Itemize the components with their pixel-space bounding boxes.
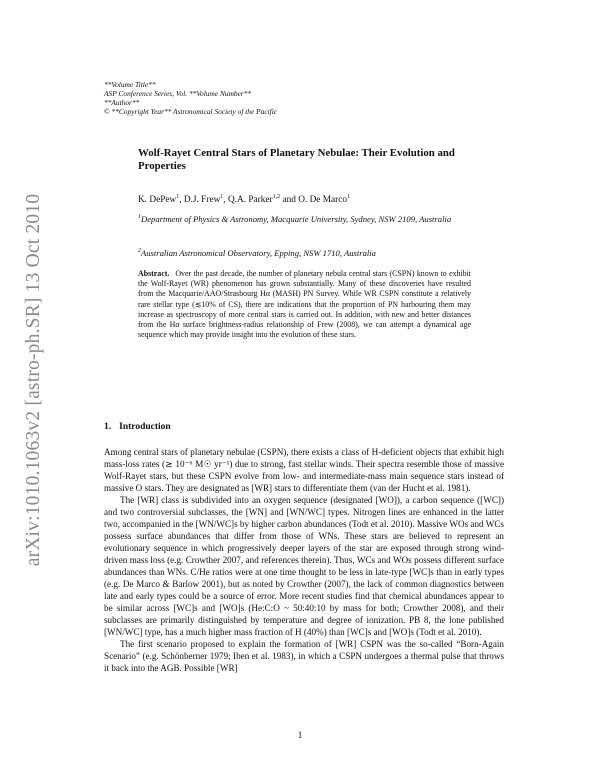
author-name: Q.A. Parker — [227, 195, 273, 205]
conference-series: ASP Conference Series, Vol. **Volume Number** — [104, 89, 252, 98]
abstract — [138, 269, 471, 340]
paragraph: The first scenario proposed to explain the formation of [WR] CSPN was the so-called “Born-Again Scenario” (e.g. Schönberner 1979; Iben et al. 1983), in which a CSPN undergoes a thermal pulse that throws it back into the AGB. Possible [WR] — [104, 639, 504, 673]
author-affil-mark: 1,2 — [272, 193, 281, 200]
affiliation-mark: 2 — [138, 248, 141, 255]
arxiv-stamp-text: arXiv:1010.1063v2 [astro-ph.SR] 13 Oct 2010 — [23, 193, 44, 567]
page-number: 1 — [297, 730, 303, 740]
author-name: K. DePew — [138, 195, 177, 205]
author-separator: and — [280, 195, 299, 205]
section-title: Introduction — [119, 422, 171, 432]
arxiv-stamp — [14, 180, 54, 580]
copyright-line: © **Copyright Year** Astronomical Society of the Pacific — [104, 107, 278, 116]
affiliation-text: Australian Astronomical Observatory, Epping, NSW 1710, Australia — [141, 248, 376, 258]
affiliation-2 — [138, 248, 478, 259]
author-name: O. De Marco — [298, 195, 347, 205]
abstract-label: Abstract. — [138, 269, 170, 278]
body-text — [104, 446, 504, 674]
affiliation-mark: 1 — [138, 214, 141, 221]
author-list — [138, 195, 350, 205]
author-affil-mark: 1 — [347, 193, 350, 200]
conference-header — [104, 80, 277, 116]
section-number: 1. — [104, 422, 112, 432]
affiliation-text: Department of Physics & Astronomy, Macquarie University, Sydney, NSW 2109, Australia — [141, 214, 452, 224]
author-separator: , — [179, 195, 184, 205]
paper-title: Wolf-Rayet Central Stars of Planetary Nebulae: Their Evolution and Properties — [138, 147, 455, 172]
paragraph: The [WR] class is subdivided into an oxygen sequence (designated [WO]), a carbon sequence ([WC]) and two controversial subclasses, the [WN] and [WN/WC] types. Nitrogen lines are enhanced in the latter two, accompanied in the [WN/WC]s by higher carbon abundances (Todt et al. 2010). Massive WOs and WCs possess surface abundances that differ from those of WNs. These stars are believed to represent an evolutionary sequence in which progressively deeper layers of the star are exposed through strong wind-driven mass loss (e.g. Crowther 2007, and references therein). Thus, WCs and WOs possess different surface abundances than WNs. C/He ratios were at one time thought to be less in late-type [WC]s than in early types (e.g. De Marco & Barlow 2001), but as noted by Crowther (2007), the lack of common diagnostics between late and early types could be a source of error. More recent studies find that chemical abundances appear to be similar across [WC]s and [WO]s (He:C:O ~ 50:40:10 by mass for both; Crowther 2008), and their subclasses are primarily distinguished by temperature and degree of ionization. PB 8, the lone published [WN/WC] type, has a much higher mass fraction of H (40%) than [WC]s and [WO]s (Todt et al. 2010). — [104, 495, 504, 637]
volume-title: **Volume Title** — [104, 80, 156, 89]
abstract-text: Over the past decade, the number of planetary nebula central stars (CSPN) known to exhibit the Wolf-Rayet (WR) phenomenon has grown substantially. Many of these discoveries have resulted from the Macquarie/AAO/Strasbourg Hα (MASH) PN Survey. While WR CSPN constitute a relatively rare stellar type (≲10% of CS), there are indications that the proportion of PN harbouring them may increase as spectroscopy of more central stars is carried out. In addition, with new and better distances from the Hα surface brightness-radius relationship of Frew (2008), we can attempt a dynamical age sequence which may provide insight into the evolution of these stars. — [138, 269, 471, 340]
author-name: D.J. Frew — [183, 195, 221, 205]
author-separator: , — [223, 195, 228, 205]
section-heading — [104, 422, 171, 432]
author-affil-mark: 1 — [220, 193, 224, 200]
author-placeholder: **Author** — [104, 98, 140, 107]
author-affil-mark: 1 — [176, 193, 180, 200]
paragraph: Among central stars of planetary nebulae (CSPN), there exists a class of H-deficient objects that exhibit high mass-loss rates (≳ 10⁻⁶ M☉ yr⁻¹) due to strong, fast stellar winds. Their spectra resemble those of massive Wolf-Rayet stars, but these CSPN evolve from low- and intermediate-mass main sequence stars instead of massive O stars. They are designated as [WR] stars to differentiate them (van der Hucht et al. 1981). — [104, 447, 504, 493]
affiliation-1 — [138, 214, 478, 225]
